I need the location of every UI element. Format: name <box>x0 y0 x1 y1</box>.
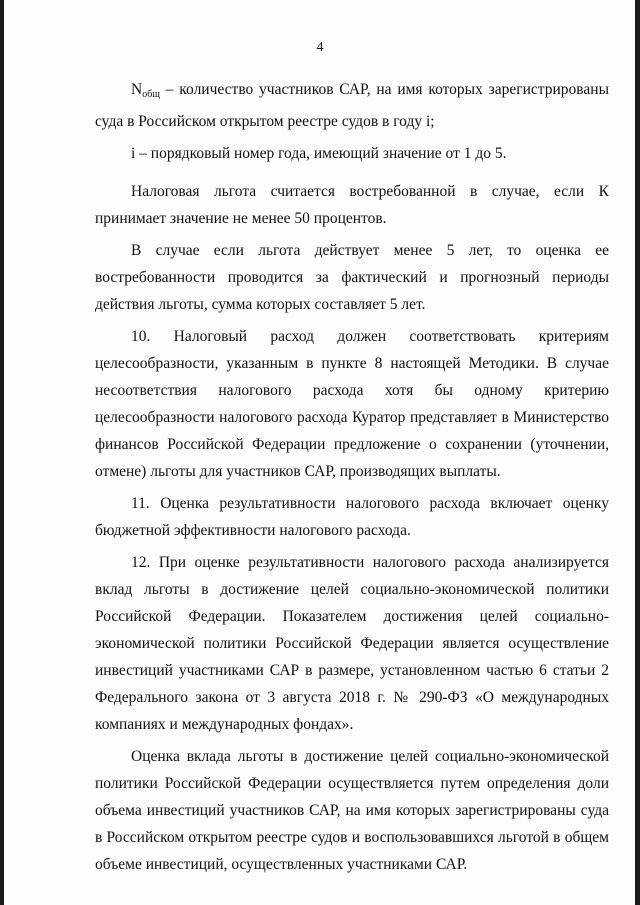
definition-i: i – порядковый номер года, имеющий значение от 1 до 5. <box>131 145 507 162</box>
document-body <box>95 76 609 878</box>
paragraph-10: 10. Налоговый расход должен соответствовать критериям целесообразности, указанным в пункте 8 настоящей Методики. В случае несоответствия налогового расхода хотя бы одному критерию целесообразности налогового расхода Куратор представляет в Министерство финансов Российской Федерации предложение о сохранении (уточнении, отмене) льготы для участников САР, производящих выплаты. <box>95 328 609 480</box>
paragraph-contribution-assessment: Оценка вклада льготы в достижение целей социально-экономической политики Российской Федерации осуществляется путем определения доли объема инвестиций участников САР, на имя которых зарегистрированы суда в Российском открытом реестре судов и воспользовавшихся льготой в общем объеме инвестиций, осуществленных участниками САР. <box>95 748 609 873</box>
paragraph-demand-criterion: Налоговая льгота считается востребованной в случае, если К принимает значение не менее 50 процентов. <box>95 183 609 227</box>
definition-n-total <box>95 76 609 135</box>
paragraph-short-period: В случае если льгота действует менее 5 лет, то оценка ее востребованности проводится за фактический и прогнозный периоды действия льготы, сумма которых составляет 5 лет. <box>95 242 609 313</box>
symbol-subscript: общ <box>142 89 160 100</box>
scan-edge-right <box>635 0 640 905</box>
symbol-n: N <box>131 81 143 98</box>
definition-text: – количество участников САР, на имя которых зарегистрированы суда в Российском открытом реестре судов в году i; <box>95 81 609 130</box>
page-number: 4 <box>316 40 324 55</box>
paragraph-12: 12. При оценке результативности налогового расхода анализируется вклад льготы в достижение целей социально-экономической политики Российской Федерации. Показателем достижения целей социально-экономической политики Российской Федерации является осуществление инвестиций участниками САР в размере, установленном частью 6 статьи 2 Федерального закона от 3 августа 2018 г. № 290-ФЗ «О международных компаниях и международных фондах». <box>95 554 609 733</box>
paragraph-11: 11. Оценка результативности налогового расхода включает оценку бюджетной эффективности налогового расхода. <box>95 495 609 539</box>
scan-edge-left <box>0 0 4 905</box>
